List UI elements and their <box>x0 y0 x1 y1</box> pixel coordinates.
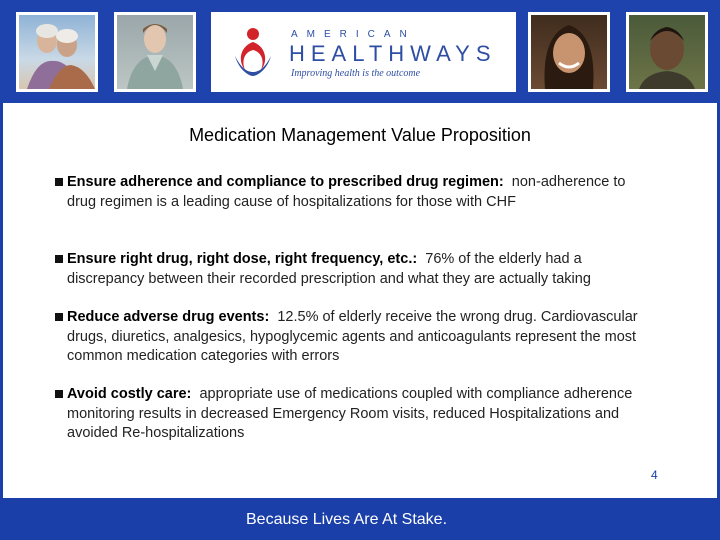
content-panel <box>3 103 717 498</box>
bullet-square-icon <box>55 255 63 263</box>
logo-main-text: HEALTHWAYS <box>289 41 497 66</box>
page-number: 4 <box>651 468 658 482</box>
bullet-body: 12.5% of elderly receive the wrong drug. Cardiovascular drugs, diuretics, analgesics, hypoglycemic agents and anticoagulants represent the most common medication categories with errors <box>67 309 638 364</box>
bullet-heading: Ensure right drug, right dose, right frequency, etc.: <box>67 251 418 267</box>
slide-title: Medication Management Value Proposition <box>189 125 531 145</box>
footer-tagline: Because Lives Are At Stake. <box>246 511 448 528</box>
bullet-heading: Ensure adherence and compliance to prescribed drug regimen: <box>67 174 504 190</box>
bullet-body: non-adherence to drug regimen is a leading cause of hospitalizations for those with CHF <box>67 174 626 210</box>
bullet-body: appropriate use of medications coupled with compliance adherence monitoring results in decreased Emergency Room visits, reduced Hospitalizations and avoided Re-hospitalizations <box>67 386 633 441</box>
man-image <box>629 15 705 89</box>
bullet-text <box>67 250 642 289</box>
doctor-photo <box>114 12 196 92</box>
bullet-body: 76% of the elderly had a discrepancy between their recorded prescription and what they are actually taking <box>67 251 591 287</box>
bullet-square-icon <box>55 178 63 186</box>
couple-photo <box>16 12 98 92</box>
logo-top-text: AMERICAN <box>291 29 416 40</box>
footer <box>0 498 720 540</box>
bullet-heading: Avoid costly care: <box>67 386 192 402</box>
bullet-square-icon <box>55 390 63 398</box>
bullet-text <box>67 173 642 212</box>
logo <box>211 12 516 92</box>
couple-image <box>19 15 95 89</box>
logo-tagline: Improving health is the outcome <box>291 68 421 79</box>
healthways-logo-icon <box>231 26 275 78</box>
doctor-image <box>117 15 193 89</box>
bullet-heading: Reduce adverse drug events: <box>67 309 270 325</box>
woman-photo <box>528 12 610 92</box>
header-banner <box>0 0 720 103</box>
woman-image <box>531 15 607 89</box>
man-photo <box>626 12 708 92</box>
bullet-square-icon <box>55 313 63 321</box>
bullet-text <box>67 385 642 444</box>
bullet-text <box>67 308 642 367</box>
